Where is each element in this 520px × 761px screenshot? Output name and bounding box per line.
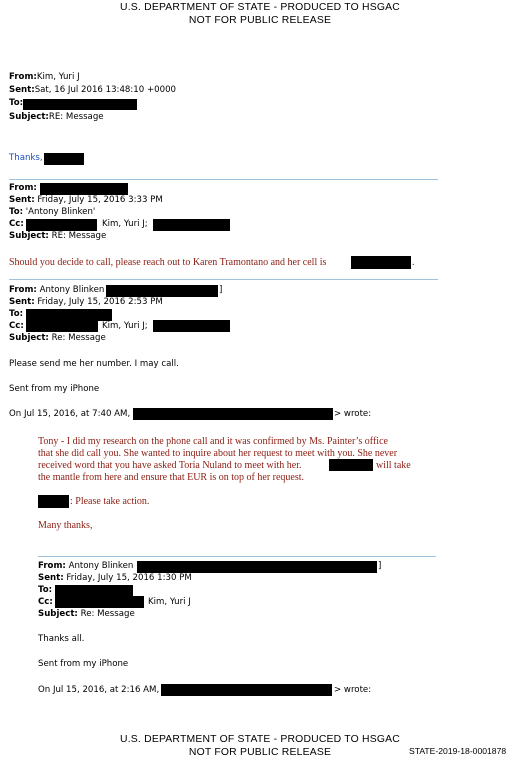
redaction-box (44, 153, 84, 165)
divider-rule (9, 179, 438, 180)
header-line-1: U.S. DEPARTMENT OF STATE - PRODUCED TO HSGAC (120, 2, 400, 13)
redaction-box (133, 408, 333, 420)
subject-value: RE: Message (51, 231, 107, 241)
msg2-from-row (9, 184, 37, 194)
quote-line-1: Tony - I did my research on the phone call and it was confirmed by Ms. Painter’s office (38, 436, 388, 447)
from-end: ] (219, 285, 223, 295)
subject-label: Subject: (9, 112, 49, 122)
document-id: STATE-2019-18-0001878 (409, 746, 507, 756)
from-label: From: (9, 285, 37, 295)
msg2-subject-row (9, 232, 106, 242)
msg1-subject-row (9, 113, 104, 123)
msg4-wrote-prefix: On Jul 15, 2016, at 2:16 AM, (38, 685, 160, 695)
quote-line-4: the mantle from here and ensure that EUR is on top of her request. (38, 472, 305, 483)
from-end: ] (378, 561, 382, 571)
msg4-wrote-suffix: > wrote: (334, 685, 372, 695)
msg3-to-row (9, 310, 23, 320)
redaction-box (38, 495, 69, 508)
footer-line-2: NOT FOR PUBLIC RELEASE (188, 747, 332, 758)
from-label: From: (38, 561, 66, 571)
cc-label: Cc: (9, 321, 24, 331)
msg2-cc-row (9, 220, 24, 230)
msg3-from-row (9, 286, 104, 296)
from-value: Antony Blinken (68, 561, 134, 571)
cc-label: Cc: (9, 219, 24, 229)
redaction-box (40, 183, 128, 195)
msg2-body-end: . (412, 257, 415, 268)
footer-line-1: U.S. DEPARTMENT OF STATE - PRODUCED TO HSGAC (120, 734, 400, 745)
msg2-to-row (9, 208, 95, 218)
redaction-box (23, 99, 137, 110)
quote-signoff: Many thanks, (38, 520, 93, 531)
divider-rule (38, 556, 436, 557)
to-label: To: (9, 309, 24, 319)
divider-rule (9, 279, 438, 280)
from-value: Kim, Yuri J (36, 72, 80, 82)
subject-value: Re: Message (80, 609, 135, 619)
subject-value: RE: Message (48, 112, 104, 122)
msg1-body: Thanks, (9, 153, 43, 163)
sent-label: Sent: (9, 195, 35, 205)
msg4-body-line-2: Sent from my iPhone (38, 659, 129, 669)
to-label: To: (9, 98, 24, 108)
redaction-box (351, 256, 411, 269)
subject-value: Re: Message (51, 333, 106, 343)
redaction-box (26, 320, 98, 332)
cc-value: Kim, Yuri J; (102, 219, 148, 229)
redaction-box (161, 684, 332, 696)
redaction-box (55, 596, 144, 608)
msg4-sent-row (38, 574, 192, 584)
msg4-subject-row (38, 610, 135, 620)
sent-label: Sent: (9, 85, 35, 95)
msg4-to-row (38, 586, 52, 596)
to-value: 'Antony Blinken' (25, 207, 96, 217)
msg3-wrote-suffix: > wrote: (334, 409, 372, 419)
msg1-from-row (9, 73, 80, 83)
header-line-2: NOT FOR PUBLIC RELEASE (188, 15, 332, 26)
sent-value: Sat, 16 Jul 2016 13:48:10 +0000 (34, 85, 177, 95)
msg3-sent-row (9, 298, 163, 308)
to-label: To: (38, 585, 53, 595)
subject-label: Subject: (38, 609, 78, 619)
to-label: To: (9, 207, 24, 217)
msg4-cc-row (38, 598, 53, 608)
redaction-box (137, 561, 377, 573)
redaction-box (153, 320, 230, 332)
redaction-box (329, 459, 373, 471)
sent-value: Friday, July 15, 2016 3:33 PM (37, 195, 163, 205)
msg3-body-line-2: Sent from my iPhone (9, 384, 100, 394)
from-label: From: (9, 183, 37, 193)
sent-label: Sent: (9, 297, 35, 307)
quote-line-3-end: will take (376, 460, 411, 471)
quote-line-3: received word that you have asked Toria Nuland to meet with her. (38, 460, 302, 471)
sent-label: Sent: (38, 573, 64, 583)
msg3-wrote-prefix: On Jul 15, 2016, at 7:40 AM, (9, 409, 131, 419)
msg1-to-row (9, 99, 23, 109)
msg4-from-row (38, 562, 133, 572)
subject-label: Subject: (9, 333, 49, 343)
from-value: Antony Blinken (39, 285, 105, 295)
quote-line-2: that she did call you. She wanted to inquire about her request to meet with you. She never (38, 448, 398, 459)
cc-label: Cc: (38, 597, 53, 607)
sent-value: Friday, July 15, 2016 1:30 PM (66, 573, 192, 583)
msg2-sent-row (9, 196, 163, 206)
cc-value: Kim, Yuri J (148, 597, 191, 607)
subject-label: Subject: (9, 231, 49, 241)
sent-value: Friday, July 15, 2016 2:53 PM (37, 297, 163, 307)
from-label: From: (9, 72, 37, 82)
quote-action: : Please take action. (70, 496, 150, 507)
redaction-box (26, 219, 97, 231)
msg4-body-line-1: Thanks all. (38, 634, 85, 644)
msg3-subject-row (9, 334, 106, 344)
msg3-cc-row (9, 322, 24, 332)
msg3-body-line-1: Please send me her number. I may call. (9, 359, 179, 369)
msg1-sent-row (9, 86, 176, 96)
cc-value: Kim, Yuri J; (102, 321, 148, 331)
redaction-box (153, 219, 230, 231)
redaction-box (106, 285, 218, 297)
msg2-body: Should you decide to call, please reach out to Karen Tramontano and her cell is (9, 257, 327, 268)
